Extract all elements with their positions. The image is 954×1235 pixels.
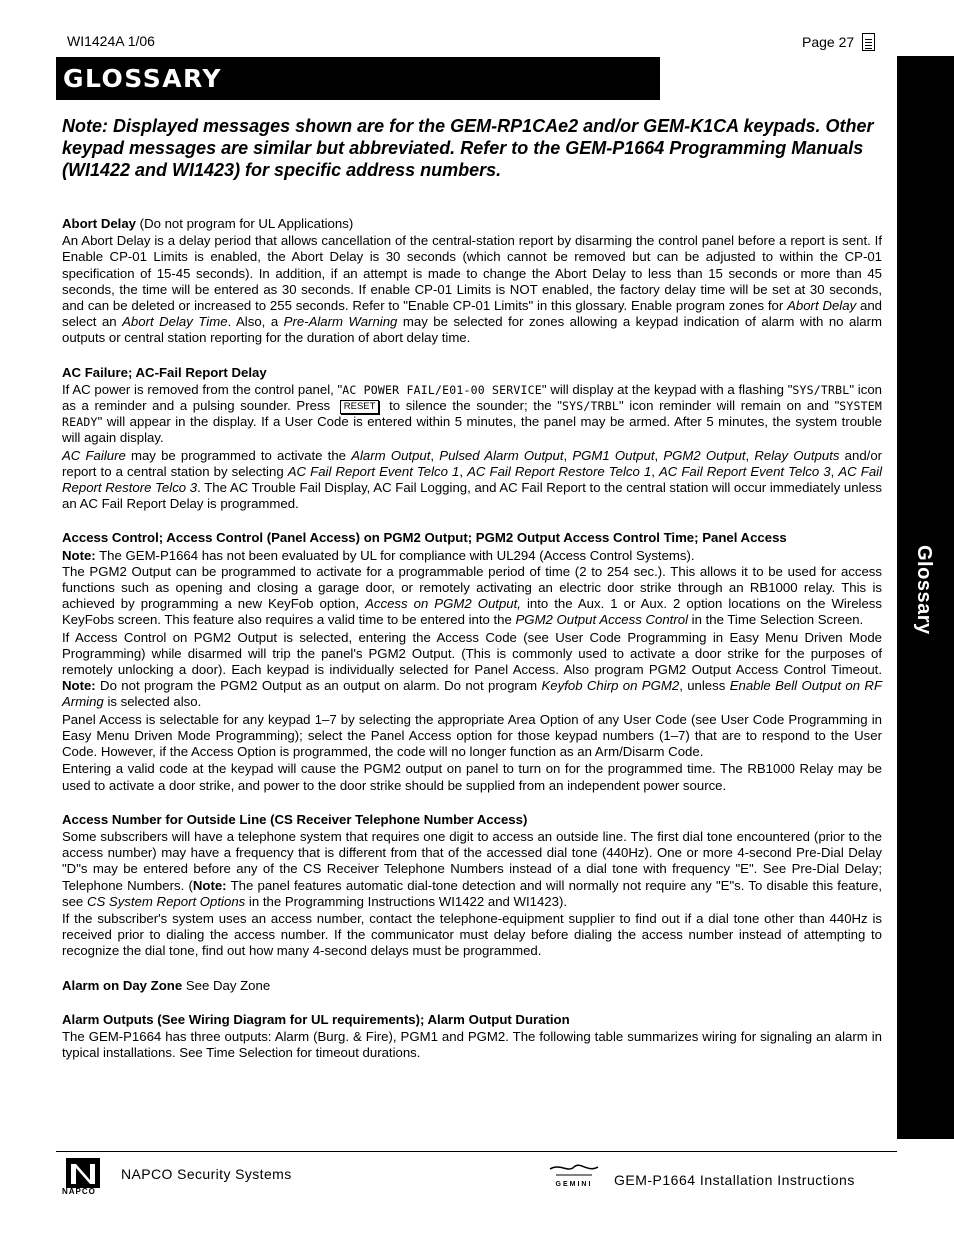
text-run: . The AC Trouble Fail Display, AC Fail Logging, and AC Fail Report to the central station will occur immediately unless an AC Fail Report Delay is programmed.	[62, 480, 882, 512]
italic-run: PGM2 Output Access Control	[515, 612, 688, 628]
entry-term: Alarm on Day Zone	[62, 977, 183, 993]
text-run: ,	[654, 447, 664, 463]
side-tab-label: Glossary	[913, 545, 935, 635]
text-run: ,	[459, 463, 468, 479]
italic-run: Enable Bell Output on RF Arming	[62, 678, 882, 710]
italic-run: PGM1 Output	[572, 447, 655, 463]
italic-run: AC Fail Report Event Telco 3	[658, 463, 831, 479]
footer-doc-title: GEM-P1664 Installation Instructions	[614, 1172, 855, 1188]
text-run: If Access Control on PGM2 Output is selected, entering the Access Code (see User Code Programming in Easy Menu Driven Mode Programming) while disarmed will trip the panel's PGM2 Output. (This is commonly used to activate a door strike for the purposes of remotely unlocking a door). Each keypad is individually selected for Panel Access. Also program PGM2 Output Access Control Timeout.	[62, 629, 882, 678]
text-run: If AC power is removed from the control panel, "	[62, 381, 343, 397]
gemini-logo-icon	[546, 1161, 602, 1189]
entry-paragraph: The GEM-P1664 has three outputs: Alarm (Burg. & Fire), PGM1 and PGM2. The following table summarizes wiring for signaling an alarm in typical installations. See Time Selection for timeout durations.	[62, 1028, 882, 1061]
entry-paragraph: Entering a valid code at the keypad will cause the PGM2 output on panel to turn on for the programmed time. The RB1000 Relay may be used to activate a door strike, and power to the door strike should be supplied from an independent power source.	[62, 761, 882, 793]
reset-key-icon: RESET	[340, 400, 380, 414]
entry-term: Access Number for Outside Line (CS Receiver Telephone Number Access)	[62, 811, 528, 827]
italic-run: AC Fail Report Restore Telco 1	[467, 463, 652, 479]
text-run: . Also, a	[227, 314, 284, 330]
keypad-note: Note: Displayed messages shown are for the GEM-RP1CAe2 and/or GEM-K1CA keypads. Other keypad messages are similar but abbreviated. Refer to the GEM-P1664 Programming Manuals (WI1422 and WI1423) for specific address numbers.	[62, 116, 874, 180]
text-run: " will display at the keypad with a flashing "	[541, 381, 793, 397]
text-run: " will appear in the display. If a User Code is entered within 5 minutes, the panel may be armed. After 5 minutes, the system trouble will again display.	[62, 414, 882, 446]
entry-access-number	[62, 812, 882, 960]
lcd-message: SYSTEM READY	[62, 399, 882, 430]
text-run: and select an	[62, 298, 883, 330]
napco-logo-text: NAPCO	[62, 1187, 96, 1196]
glossary-body	[62, 216, 882, 1079]
entry-paragraph	[62, 382, 882, 447]
lcd-message: SYS/TRBL	[792, 382, 850, 397]
note-label: Note:	[62, 547, 96, 563]
entry-abort-delay	[62, 216, 882, 347]
text-run: " icon reminder will remain on and "	[618, 398, 840, 414]
italic-run: Keyfob Chirp on PGM2	[541, 678, 680, 694]
entry-paragraph	[62, 233, 882, 346]
text-run: Do not program the PGM2 Output as an output on alarm. Do not program	[95, 678, 542, 694]
italic-run: Pre-Alarm Warning	[283, 314, 398, 330]
text-run: and/or report to a central station by selecting	[62, 447, 883, 479]
text-run: The PGM2 Output can be programmed to activate for a programmable period of time (2 to 254 sec.). This allows it to be used for access functions such as opening and closing a garage door, or remotely activating an electric door strike through an RB1000 relay. This is achieved by programming a new KeyFob option,	[62, 563, 882, 612]
text-run: in the Time Selection Screen.	[688, 612, 864, 628]
text-run: may be programmed to activate the	[125, 447, 352, 463]
italic-run: CS System Report Options	[86, 893, 246, 909]
text-run: The panel features automatic dial-tone detection and will normally not require any "E"s. To disable this feature, see	[62, 877, 883, 909]
text-run: ,	[651, 463, 659, 479]
text-run: ,	[830, 463, 839, 479]
document-id: WI1424A 1/06	[67, 33, 155, 49]
entry-term: Access Control; Access Control (Panel Access) on PGM2 Output; PGM2 Output Access Control Time; Panel Access	[62, 530, 787, 546]
italic-run: PGM2 Output	[663, 447, 746, 463]
lcd-message: AC POWER FAIL/E01-00 SERVICE	[342, 382, 542, 397]
entry-term: Alarm Outputs (See Wiring Diagram for UL requirements); Alarm Output Duration	[62, 1011, 570, 1027]
italic-run: Relay Outputs	[754, 447, 840, 463]
cross-reference: See Day Zone	[182, 977, 271, 993]
text-run: in the Programming Instructions WI1422 and WI1423).	[245, 893, 568, 909]
text-run: Some subscribers will have a telephone system that requires one digit to access an outside line. The first dial tone encountered (prior to the access number) may have a frequency that is different from that of the accessed dial tone (440Hz). One or more 4-second Pre-Dial Delay "D"s may be entered before any of the CS Receiver Telephone Numbers instead of a dial tone with frequency "E". See Pre-Dial Delay; Telephone Numbers. (	[62, 828, 882, 893]
page-label: Page 27	[802, 34, 855, 50]
text-run: to silence the sounder; the "	[383, 398, 562, 414]
entry-paragraph	[62, 630, 882, 711]
entry-paragraph	[62, 448, 882, 513]
italic-run: AC Failure	[62, 447, 126, 463]
text-run: An Abort Delay is a delay period that allows cancellation of the central-station report by disarming the control panel before a report is sent. If Enable CP-01 Limits is enabled, the Abort Delay is 30 seconds (which cannot be removed but can be adjusted to within the CP-01 specification of 15-45 seconds). In addition, if an attempt is made to change the Abort Delay to less than 15 seconds or more than 45 seconds, the time will be entered as 30 seconds. If enable CP-01 Limits is NOT enabled, the factory delay time will be set at 30 seconds, and can be deleted or increased to 255 seconds. Refer to "Enable CP-01 Limits" in this glossary. Enable program zones for	[62, 233, 882, 314]
text-run: ,	[745, 447, 755, 463]
footer-rule	[56, 1151, 897, 1152]
entry-alarm-outputs	[62, 1012, 882, 1062]
entry-paragraph: Panel Access is selectable for any keypad 1–7 by selecting the appropriate Area Option of any User Code (see User Code Programming in Easy Menu Driven Mode Programming); select the Panel Access option for those keypad numbers (1–7) that are to respond to the User Code. However, if the Access Option is programmed, the code will no longer function as an Arm/Disarm Code.	[62, 711, 882, 760]
text-run: ,	[563, 447, 573, 463]
entry-paragraph	[62, 829, 882, 910]
text-run: may be selected for zones allowing a keypad indication of alarm with no alarm outputs or central station reporting for the duration of abort delay time.	[62, 314, 882, 346]
italic-run: Abort Delay	[787, 298, 857, 314]
entry-paragraph	[62, 548, 882, 629]
entry-ac-failure	[62, 365, 882, 513]
footer-company: NAPCO Security Systems	[121, 1166, 292, 1182]
text-run: into the Aux. 1 or Aux. 2 option locations on the Wireless KeyFobs screen. This feature also requires a valid time to be entered into the	[62, 596, 882, 628]
italic-run: Abort Delay Time	[122, 314, 228, 330]
italic-run: Pulsed Alarm Output	[439, 447, 564, 463]
entry-paragraph: If the subscriber's system uses an access number, contact the telephone-equipment supplier to find out if a dial tone other than 440Hz is received prior to dialing the access number. If the communicator must delay before dialing the access number instead of attempting to recognize the dial tone, find out how many 4-second delays must be programmed.	[62, 910, 882, 959]
entry-term: Abort Delay	[62, 216, 137, 231]
text-run: , unless	[679, 678, 730, 694]
text-run: The GEM-P1664 has not been evaluated by UL for compliance with UL294 (Access Control Systems).	[95, 547, 695, 563]
entry-access-control	[62, 530, 882, 793]
entry-alarm-on-day-zone	[62, 978, 882, 994]
italic-run: AC Fail Report Event Telco 1	[287, 463, 460, 479]
text-run: is selected also.	[103, 694, 202, 710]
text-run: " icon as a reminder and a pulsing sounder. Press	[62, 381, 882, 414]
note-label: Note:	[62, 678, 96, 694]
text-run: ,	[430, 447, 440, 463]
page-number	[802, 33, 875, 51]
page-icon	[862, 33, 875, 51]
gemini-logo-text: GEMINI	[555, 1181, 593, 1188]
entry-term: AC Failure; AC-Fail Report Delay	[62, 364, 267, 380]
section-title: GLOSSARY	[56, 57, 660, 100]
italic-run: Alarm Output	[351, 447, 431, 463]
note-label: Note:	[192, 877, 227, 893]
lcd-message: SYS/TRBL	[561, 399, 619, 414]
italic-run: AC Fail Report Restore Telco 3	[62, 463, 883, 496]
entry-qualifier: (Do not program for UL Applications)	[136, 216, 354, 231]
italic-run: Access on PGM2 Output,	[365, 596, 521, 612]
